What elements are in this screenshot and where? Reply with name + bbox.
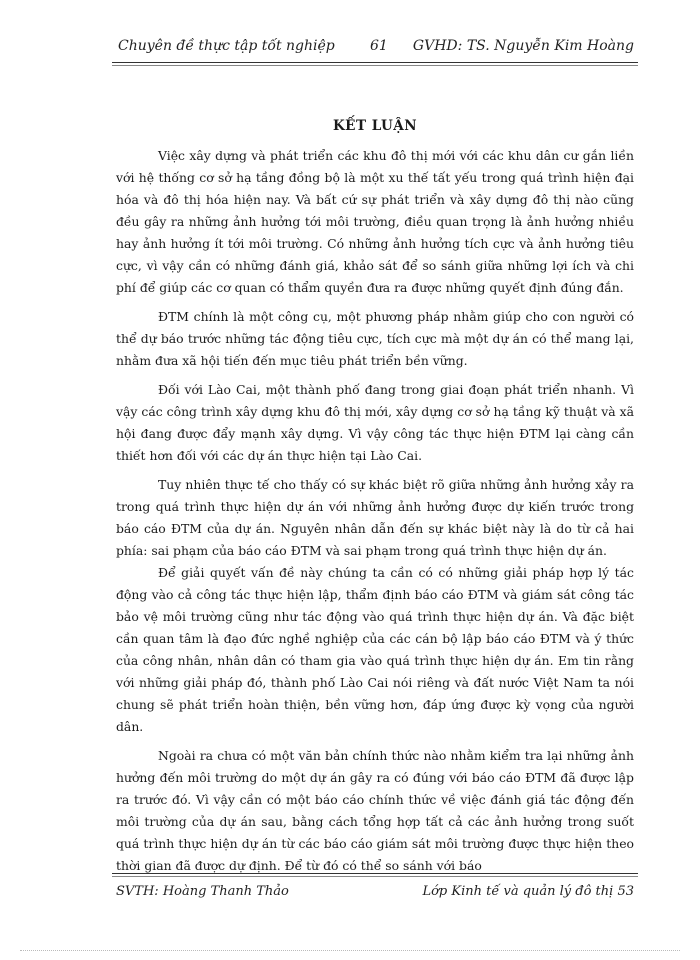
footer-class: Lớp Kinh tế và quản lý đô thị 53: [422, 884, 634, 899]
footer-rule: [112, 873, 638, 874]
page-footer: [112, 882, 636, 902]
paragraph: Để giải quyết vấn đề này chúng ta cần có có những giải pháp hợp lý tác động vào cả công tác thực hiện lập, thẩm định báo cáo ĐTM và giám sát công tác bảo vệ môi trường cũng như tác động vào quá trình thực hiện dự án. Và đặc biệt cần quan tâm là đạo đức nghề nghiệp của các cán bộ lập báo cáo ĐTM và ý thức của công nhân, nhân dân có tham gia vào quá trình thực hiện dự án. Em tin rằng với những giải pháp đó, thành phố Lào Cai nói riêng và đất nước Việt Nam ta nói chung sẽ phát triển hoàn thiện, bền vững hơn, đáp ứng được kỳ vọng của người dân.: [116, 565, 634, 734]
page-header: [112, 34, 636, 58]
header-rule-thin: [112, 65, 638, 66]
header-supervisor: GVHD: TS. Nguyễn Kim Hoàng: [412, 38, 634, 54]
footer-rule-thin: [112, 876, 638, 877]
paragraph: Đối với Lào Cai, một thành phố đang trong giai đoạn phát triển nhanh. Vì vậy các công trình xây dựng khu đô thị mới, xây dựng cơ sở hạ tầng kỹ thuật và xã hội đang được đẩy mạnh xây dựng. Vì vậy công tác thực hiện ĐTM lại càng cần thiết hơn đối với các dự án thực hiện tại Lào Cai.: [116, 382, 634, 463]
header-rule: [112, 62, 638, 63]
section-title: KẾT LUẬN: [332, 118, 418, 134]
footer-student: SVTH: Hoàng Thanh Thảo: [116, 884, 289, 899]
header-thesis-title: Chuyên đề thực tập tốt nghiệp: [118, 38, 335, 54]
header-page-number: 61: [370, 38, 388, 54]
paragraph: ĐTM chính là một công cụ, một phương pháp nhằm giúp cho con người có thể dự báo trước những tác động tiêu cực, tích cực mà một dự án có thể mang lại, nhằm đưa xã hội tiến đến mục tiêu phát triển bền vững.: [116, 309, 634, 368]
document-body: [116, 145, 634, 884]
paragraph: Tuy nhiên thực tế cho thấy có sự khác biệt rõ giữa những ảnh hưởng xảy ra trong quá trình thực hiện dự án với những ảnh hưởng được dự kiến trước trong báo cáo ĐTM của dự án. Nguyên nhân dẫn đến sự khác biệt này là do từ cả hai phía: sai phạm của báo cáo ĐTM và sai phạm trong quá trình thực hiện dự án.: [116, 477, 634, 558]
paragraph: Ngoài ra chưa có một văn bản chính thức nào nhằm kiểm tra lại những ảnh hưởng đến môi trường do một dự án gây ra có đúng với báo cáo ĐTM đã được lập ra trước đó. Vì vậy cần có một báo cáo chính thức về việc đánh giá tác động đến môi trường của dự án sau, bằng cách tổng hợp tất cả các ảnh hưởng trong suốt quá trình thực hiện dự án từ các báo cáo giám sát môi trường được thực hiện theo thời gian đã được dự định. Để từ đó có thể so sánh với báo: [116, 748, 634, 873]
paragraph: Việc xây dựng và phát triển các khu đô thị mới với các khu dân cư gắn liền với hệ thống cơ sở hạ tầng đồng bộ là một xu thế tất yếu trong quá trình hiện đại hóa và đô thị hóa hiện nay. Và bất cứ sự phát triển và xây dựng đô thị nào cũng đều gây ra những ảnh hưởng tới môi trường, điều quan trọng là ảnh hưởng nhiều hay ảnh hưởng ít tới môi trường. Có những ảnh hưởng tích cực và ảnh hưởng tiêu cực, vì vậy cần có những đánh giá, khảo sát để so sánh giữa những lợi ích và chi phí để giúp các cơ quan có thẩm quyền đưa ra được những quyết định đúng đắn.: [116, 148, 634, 295]
page-boundary: [20, 950, 680, 951]
